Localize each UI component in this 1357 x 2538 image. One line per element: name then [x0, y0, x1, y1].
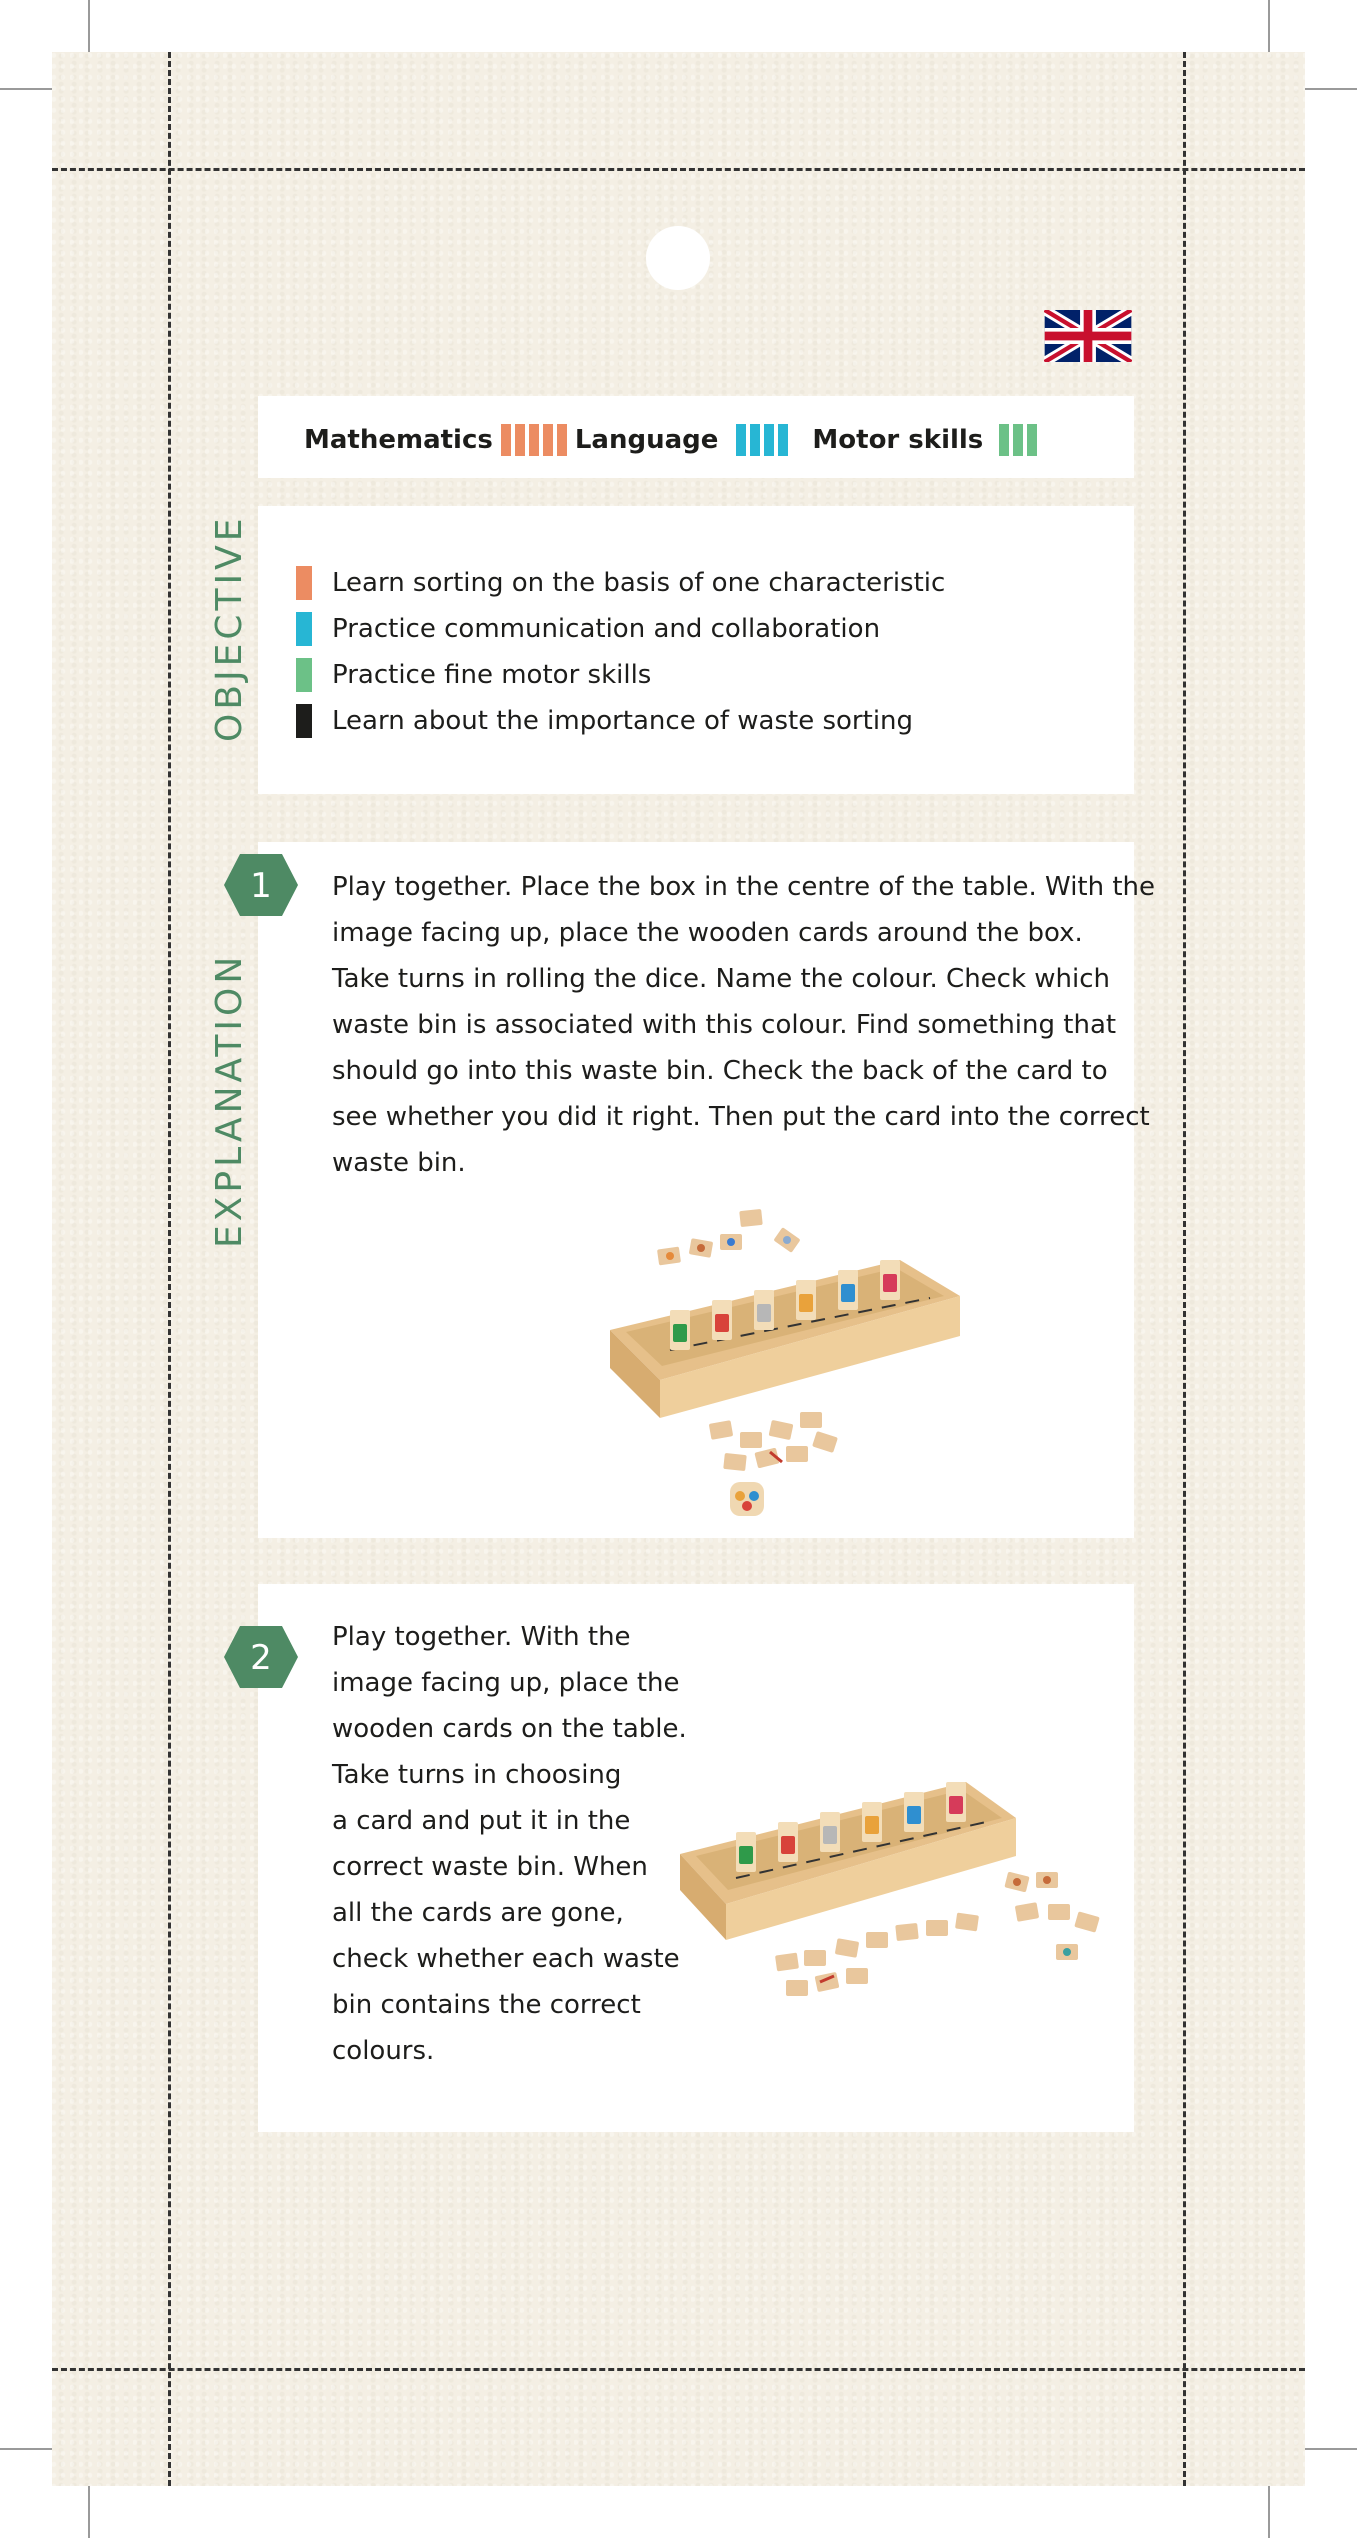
cut-line-left: [168, 52, 171, 2486]
objective-text: Learn sorting on the basis of one characteristic: [332, 568, 946, 598]
step-1-badge: [222, 852, 300, 918]
waste-bin-icon: [799, 1294, 813, 1312]
punch-hole: [646, 226, 710, 290]
skill-mathematics-bars: [501, 424, 567, 456]
skill-bar: [529, 424, 539, 456]
objective-item: [296, 606, 945, 652]
skill-language-bars: [736, 424, 788, 456]
objective-item: [296, 652, 945, 698]
sorting-box-illustration-1: [600, 1200, 980, 1530]
objective-item: [296, 698, 945, 744]
cut-line-right: [1183, 52, 1186, 2486]
step-2-line: colours.: [332, 2036, 435, 2066]
step-1-text: [332, 864, 1155, 1186]
objective-swatch: [296, 566, 312, 600]
skill-bar: [557, 424, 567, 456]
skill-bar: [515, 424, 525, 456]
waste-bin-icon: [907, 1806, 921, 1824]
skill-bar: [999, 424, 1009, 456]
skill-bar: [501, 424, 511, 456]
step-1-number: 1: [250, 866, 272, 906]
step-1-line: see whether you did it right. Then put the card into the correct: [332, 1102, 1150, 1132]
step-2-line: Play together. With the: [332, 1622, 631, 1652]
step-2-line: image facing up, place the: [332, 1668, 680, 1698]
step-1-line: Take turns in rolling the dice. Name the colour. Check which: [332, 964, 1111, 994]
waste-bin-icon: [739, 1846, 753, 1864]
objective-item: [296, 560, 945, 606]
objective-text: Learn about the importance of waste sorting: [332, 706, 914, 736]
crop-mark: [0, 2448, 52, 2450]
skill-bar: [1013, 424, 1023, 456]
objective-text: Practice communication and collaboration: [332, 614, 881, 644]
waste-bin-icon: [823, 1826, 837, 1844]
step-2-line: correct waste bin. When: [332, 1852, 648, 1882]
step-2-line: all the cards are gone,: [332, 1898, 624, 1928]
step-2-line: Take turns in choosing: [332, 1760, 622, 1790]
waste-bin-icon: [865, 1816, 879, 1834]
step-1-line: waste bin.: [332, 1148, 466, 1178]
step-2-line: a card and put it in the: [332, 1806, 631, 1836]
objective-swatch: [296, 612, 312, 646]
crop-mark: [1268, 2486, 1270, 2538]
step-2-line: bin contains the correct: [332, 1990, 641, 2020]
uk-flag-icon[interactable]: [1044, 310, 1132, 362]
objective-text: Practice fine motor skills: [332, 660, 652, 690]
skill-bar: [1027, 424, 1037, 456]
objective-swatch: [296, 658, 312, 692]
skill-bar: [778, 424, 788, 456]
step-1-line: should go into this waste bin. Check the back of the card to: [332, 1056, 1108, 1086]
skill-bar: [543, 424, 553, 456]
step-1-line: waste bin is associated with this colour. Find something that: [332, 1010, 1117, 1040]
step-2-line: check whether each waste: [332, 1944, 680, 1974]
step-2-badge: [222, 1624, 300, 1690]
card-group: [657, 1209, 801, 1266]
crop-mark: [0, 88, 52, 90]
skill-bar: [736, 424, 746, 456]
waste-bin-icon: [757, 1304, 771, 1322]
step-1-line: Play together. Place the box in the centre of the table. With the: [332, 872, 1156, 902]
explanation-heading: EXPLANATION: [209, 952, 250, 1248]
crop-mark: [1305, 2448, 1357, 2450]
skill-bar: [764, 424, 774, 456]
step-1-line: image facing up, place the wooden cards around the box.: [332, 918, 1083, 948]
waste-bin-icon: [883, 1274, 897, 1292]
skill-motor-label: Motor skills: [812, 425, 984, 455]
dice: [730, 1482, 764, 1516]
skill-bar: [750, 424, 760, 456]
waste-bin-icon: [841, 1284, 855, 1302]
skill-language-label: Language: [574, 425, 719, 455]
crop-mark: [88, 2486, 90, 2538]
skill-mathematics-label: Mathematics: [304, 425, 493, 455]
waste-bin-icon: [949, 1796, 963, 1814]
card-group: [709, 1412, 838, 1471]
crop-mark: [1268, 0, 1270, 52]
cut-line-bottom: [52, 2368, 1305, 2371]
cut-line-top: [52, 168, 1305, 171]
skill-motor-bars: [999, 424, 1037, 456]
step-2-number: 2: [250, 1638, 272, 1678]
step-2-text: [332, 1614, 687, 2074]
sorting-box-illustration-2: [676, 1754, 1116, 2014]
objective-swatch: [296, 704, 312, 738]
crop-mark: [1305, 88, 1357, 90]
waste-bin-icon: [673, 1324, 687, 1342]
waste-bin-icon: [715, 1314, 729, 1332]
objective-heading: OBJECTIVE: [209, 514, 250, 742]
step-2-line: wooden cards on the table.: [332, 1714, 687, 1744]
crop-mark: [88, 0, 90, 52]
skills-row: [258, 400, 1134, 480]
objective-list: [296, 560, 945, 744]
waste-bin-icon: [781, 1836, 795, 1854]
